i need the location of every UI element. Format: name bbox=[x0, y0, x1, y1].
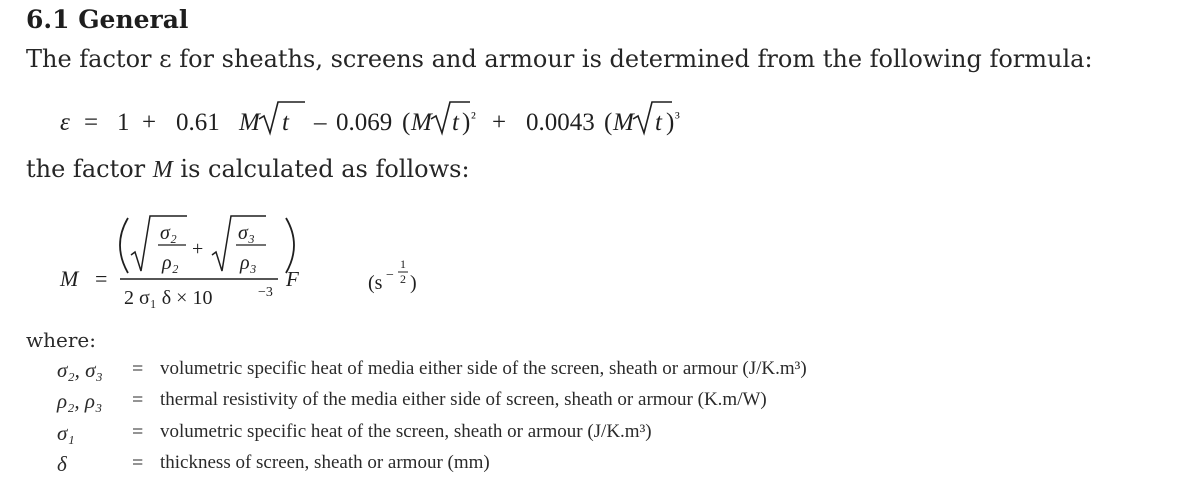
right-paren bbox=[286, 218, 294, 273]
definition-equals: = bbox=[132, 452, 144, 474]
equals-sign: = bbox=[84, 109, 99, 136]
m-formula bbox=[0, 205, 460, 315]
formula-coefficient: 0.0043 bbox=[526, 109, 595, 136]
definition-symbol: ρ₂, ρ₃ bbox=[57, 389, 103, 413]
plus-sign: + bbox=[192, 238, 204, 260]
intro-paragraph: The factor ε for sheaths, screens and armour is determined from the following formula: bbox=[26, 45, 1093, 73]
definition-symbol: σ₂, σ₃ bbox=[57, 358, 103, 382]
factor-m-before: the factor bbox=[26, 155, 146, 183]
formula-term: 1 bbox=[117, 109, 130, 136]
definition-row bbox=[0, 421, 1187, 449]
m-symbol: M bbox=[60, 266, 79, 291]
factor-m-after: is calculated as follows: bbox=[180, 155, 470, 183]
definition-equals: = bbox=[132, 389, 144, 411]
formula-operator: + bbox=[492, 109, 507, 136]
paren: ( bbox=[604, 109, 613, 136]
epsilon-symbol: ε bbox=[60, 109, 70, 136]
sigma-3: σ₃ bbox=[238, 222, 255, 244]
definition-text: volumetric specific heat of the screen, sheath or armour (J/K.m³) bbox=[160, 421, 652, 442]
formula-operator: + bbox=[142, 109, 157, 136]
formula-variable: M bbox=[239, 109, 260, 136]
units-sign: − bbox=[386, 268, 394, 283]
paren: ) bbox=[462, 109, 471, 136]
sigma-2: σ₂ bbox=[160, 222, 177, 244]
units-close: ) bbox=[410, 272, 417, 294]
definition-text: thermal resistivity of the media either side of screen, sheath or armour (K.m/W) bbox=[160, 389, 767, 410]
formula-variable: M bbox=[613, 109, 634, 136]
definition-row bbox=[0, 452, 1187, 480]
formula-exponent: ² bbox=[471, 110, 476, 127]
denominator-exponent: −3 bbox=[258, 285, 273, 300]
units-exp-num: 1 bbox=[400, 257, 406, 271]
definition-symbol: σ₁ bbox=[57, 421, 75, 445]
paren: ) bbox=[666, 109, 675, 136]
formula-variable: M bbox=[411, 109, 432, 136]
definition-text: thickness of screen, sheath or armour (mm) bbox=[160, 452, 490, 473]
factor-m-sentence bbox=[26, 155, 470, 184]
left-paren bbox=[120, 218, 128, 273]
units-base: (s bbox=[368, 272, 383, 294]
formula-exponent: ³ bbox=[675, 110, 680, 127]
formula-coefficient: 0.61 bbox=[176, 109, 220, 136]
definition-text: volumetric specific heat of media either side of the screen, sheath or armour (J/K.m³) bbox=[160, 358, 807, 379]
factor-m-symbol: M bbox=[152, 157, 173, 183]
formula-coefficient: 0.069 bbox=[336, 109, 393, 136]
where-label: where: bbox=[26, 328, 96, 352]
paren: ( bbox=[402, 109, 411, 136]
definition-row bbox=[0, 358, 1187, 386]
formula-variable: t bbox=[655, 109, 662, 136]
factor-f: F bbox=[286, 267, 299, 291]
definition-equals: = bbox=[132, 358, 144, 380]
radical-sign bbox=[131, 216, 187, 271]
equals-sign: = bbox=[95, 266, 108, 291]
formula-operator: – bbox=[314, 109, 327, 136]
definition-row bbox=[0, 389, 1187, 417]
definition-equals: = bbox=[132, 421, 144, 443]
section-heading: 6.1 General bbox=[26, 5, 189, 34]
units-exp-den: 2 bbox=[400, 272, 406, 286]
rho-3: ρ₃ bbox=[240, 252, 257, 274]
denominator: 2 σ₁ δ × 10 bbox=[124, 287, 213, 309]
definition-symbol: δ bbox=[57, 452, 67, 476]
formula-variable: t bbox=[282, 109, 289, 136]
formula-variable: t bbox=[452, 109, 459, 136]
rho-2: ρ₂ bbox=[162, 252, 179, 274]
epsilon-formula bbox=[0, 95, 780, 145]
